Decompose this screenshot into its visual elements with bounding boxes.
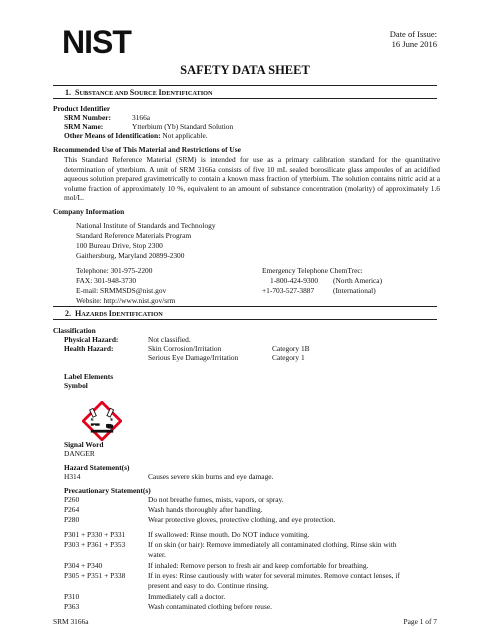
- health-hazard-label: Health Hazard:: [64, 344, 114, 353]
- company-heading: Company Information: [53, 207, 125, 216]
- precaution-code: P310: [64, 592, 80, 601]
- corrosion-icon: [82, 401, 122, 441]
- issue-date: [390, 29, 437, 49]
- sec-title-part: AZARDS: [81, 311, 109, 318]
- label-elements-heading: Label Elements: [64, 372, 114, 381]
- srm-number-value: 3166a: [132, 113, 151, 122]
- company-address-line: Gaithersburg, Maryland 20899-2300: [76, 251, 185, 260]
- issue-date-label: Date of Issue:: [389, 29, 437, 39]
- precaution-text: present and easy to do. Continue rinsing.: [148, 581, 269, 590]
- emergency-phone-number: 1-800-424-9300: [270, 276, 319, 285]
- sec-title-part: I: [158, 88, 162, 97]
- precaution-code: P363: [64, 602, 80, 611]
- signal-word-heading: Signal Word: [64, 440, 104, 449]
- sec-title-part: H: [75, 309, 82, 318]
- sec-title-part: I: [108, 309, 112, 318]
- health-hazard-name: Skin Corrosion/Irritation: [148, 344, 222, 353]
- physical-hazard-value: Not classified.: [148, 335, 191, 344]
- precaution-code: P303 + P361 + P353: [64, 540, 126, 549]
- hazard-text: Causes severe skin burns and eye damage.: [148, 472, 274, 481]
- section-rule: [53, 85, 437, 86]
- section-rule: [53, 98, 437, 99]
- recommended-use-paragraph: This Standard Reference Material (SRM) is intended for use as a primary calibration standard for the quantitative determination of ytterbium. A unit of SRM 3166a consists of five 10 mL sealed borosilicate glass ampoules of an acidified aqueous solution prepared gravimetrically to contain a known mass fraction of ytterbium. The solution contains nitric acid at a volume fraction of approximately 10 %, equivalent to an amount of substance concentration (molarity) of approximately 1.6 mol/L.: [64, 155, 440, 203]
- sec-title-part: S: [75, 88, 80, 97]
- company-website: Website: http://www.nist.gov/srm: [76, 296, 176, 305]
- precautionary-heading: Precautionary Statement(s): [64, 486, 151, 495]
- precaution-text: Wear protective gloves, protective clothing, and eye protection.: [148, 515, 336, 524]
- precaution-code: P301 + P330 + P331: [64, 530, 126, 539]
- precaution-code: P304 + P340: [64, 561, 103, 570]
- issue-date-value: 16 June 2016: [391, 39, 437, 49]
- company-fax: FAX: 301-948-3730: [76, 276, 137, 285]
- symbol-heading: Symbol: [64, 381, 88, 390]
- precaution-text: If inhaled: Remove person to fresh air and keep comfortable for breathing.: [148, 561, 369, 570]
- sec-title-part: OURCE: [134, 90, 159, 97]
- emergency-phone-region: (International): [333, 286, 376, 295]
- precaution-code: P305 + P351 + P338: [64, 571, 126, 580]
- document-title: SAFETY DATA SHEET: [180, 63, 310, 77]
- precaution-text: Do not breathe fumes, mists, vapors, or spray.: [148, 495, 284, 504]
- emergency-phone-region: (North America): [333, 276, 383, 285]
- section-1-heading: [65, 88, 213, 97]
- section-rule: [53, 319, 437, 320]
- section-2-heading: [65, 309, 163, 318]
- srm-name-value: Ytterbium (Yb) Standard Solution: [132, 122, 234, 131]
- sec-title-part: DENTIFICATION: [111, 311, 163, 318]
- hazard-statements-heading: Hazard Statement(s): [64, 463, 130, 472]
- sec-title-part: DENTIFICATION: [161, 90, 213, 97]
- company-email: E-mail: SRMMSDS@nist.gov: [76, 286, 167, 295]
- precaution-code: P280: [64, 515, 80, 524]
- precaution-text: If on skin (or hair): Remove immediately all contaminated clothing. Rinse skin with: [148, 540, 397, 549]
- emergency-label: Emergency Telephone ChemTrec:: [262, 266, 363, 275]
- other-means-label: Other Means of Identification:: [64, 131, 161, 140]
- other-means: [64, 131, 208, 141]
- section-number: 1.: [65, 88, 71, 97]
- sec-title-part: UBSTANCE AND: [79, 90, 130, 97]
- signal-word: DANGER: [64, 449, 95, 458]
- section-number: 2.: [65, 309, 71, 318]
- company-address-line: Standard Reference Materials Program: [76, 231, 192, 240]
- precaution-text: water.: [148, 550, 166, 559]
- section-rule: [53, 306, 437, 307]
- nist-logo: NIST: [62, 24, 131, 60]
- precaution-text: If swallowed: Rinse mouth. Do NOT induce vomiting.: [148, 530, 310, 539]
- hazard-code: H314: [64, 472, 81, 481]
- precaution-text: If in eyes: Rinse cautiously with water for several minutes. Remove contact lenses, if: [148, 571, 400, 580]
- product-identifier-heading: Product Identifier: [53, 104, 111, 113]
- recommended-use-heading: Recommended Use of This Material and Restrictions of Use: [53, 145, 241, 154]
- srm-name-label: SRM Name:: [64, 122, 104, 131]
- health-hazard-name: Serious Eye Damage/Irritation: [148, 353, 239, 362]
- precaution-code: P264: [64, 505, 80, 514]
- health-hazard-category: Category 1: [272, 353, 305, 362]
- health-hazard-category: Category 1B: [272, 344, 310, 353]
- precaution-text: Immediately call a doctor.: [148, 592, 226, 601]
- footer-page-number: Page 1 of 7: [403, 617, 437, 626]
- footer-document-id: SRM 3166a: [53, 617, 89, 626]
- emergency-phone-number: +1-703-527-3887: [262, 286, 315, 295]
- company-telephone: Telephone: 301-975-2200: [76, 266, 153, 275]
- company-address-line: National Institute of Standards and Technology: [76, 221, 216, 230]
- precaution-code: P260: [64, 495, 80, 504]
- srm-number-label: SRM Number:: [64, 113, 112, 122]
- sec-title-part: S: [129, 88, 135, 97]
- physical-hazard-label: Physical Hazard:: [64, 335, 119, 344]
- company-address-line: 100 Bureau Drive, Stop 2300: [76, 241, 163, 250]
- classification-heading: Classification: [53, 326, 96, 335]
- precaution-text: Wash contaminated clothing before reuse.: [148, 602, 272, 611]
- precaution-text: Wash hands thoroughly after handling.: [148, 505, 263, 514]
- other-means-value: Not applicable.: [162, 131, 208, 140]
